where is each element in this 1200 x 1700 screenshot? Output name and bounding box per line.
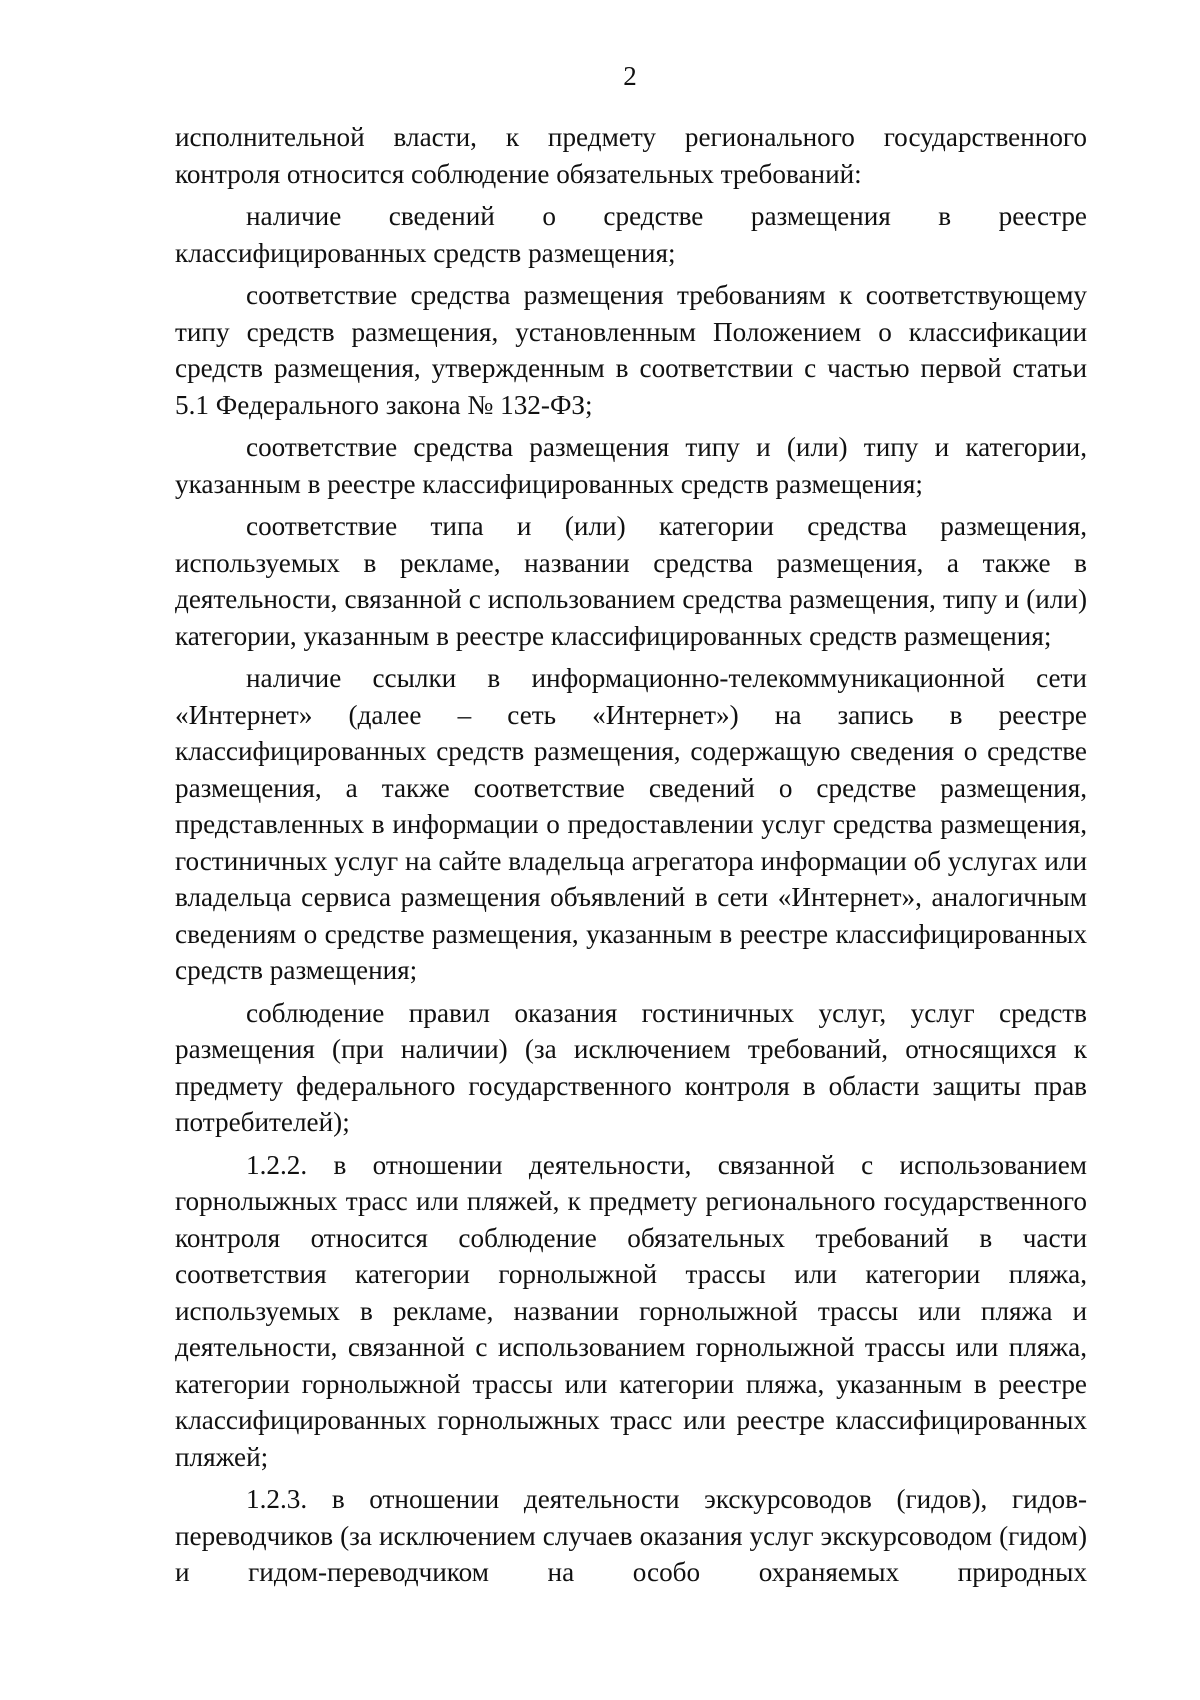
paragraph-intro: исполнительной власти, к предмету регионального государственного контроля относится соблюдение обязательных требований: xyxy=(175,122,1087,189)
paragraph-internet-link: наличие ссылки в информационно-телекоммуникационной сети «Интернет» (далее – сеть «Интернет») на запись в реестре классифицированных средств размещения, содержащую сведения о средстве размещения, а также соответствие сведений о средстве размещения, представленных в информации о предоставлении услуг средства размещения, гостиничных услуг на сайте владельца агрегатора информации об услугах или владельца сервиса размещения объявлений в сети «Интернет», аналогичным сведениям о средстве размещения, указанным в реестре классифицированных средств размещения; xyxy=(175,663,1087,985)
document-body xyxy=(175,119,1087,1627)
paragraph-type-category-match: соответствие средства размещения типу и (или) типу и категории, указанным в реестре классифицированных средств размещения; xyxy=(175,432,1087,499)
paragraph-hotel-rules: соблюдение правил оказания гостиничных услуг, услуг средств размещения (при наличии) (за исключением требований, относящихся к предмету федерального государственного контроля в области защиты прав потребителей); xyxy=(175,997,1087,1137)
page-number: 2 xyxy=(623,61,637,91)
paragraph-type-requirements: соответствие средства размещения требованиям к соответствующему типу средств размещения, установленным Положением о классификации средств размещения, утвержденным в соответствии с частью первой статьи 5.1 Федерального закона № 132-ФЗ; xyxy=(175,280,1087,420)
paragraph-registry-info: наличие сведений о средстве размещения в реестре классифицированных средств размещения; xyxy=(175,201,1087,268)
paragraph-advertising-match: соответствие типа и (или) категории средства размещения, используемых в рекламе, названии средства размещения, а также в деятельности, связанной с использованием средства размещения, типу и (или) категории, указанным в реестре классифицированных средств размещения; xyxy=(175,511,1087,651)
paragraph-section-1-2-2: 1.2.2. в отношении деятельности, связанной с использованием горнолыжных трасс или пляжей, к предмету регионального государственного контроля относится соблюдение обязательных требований в части соответствия категории горнолыжной трассы или категории пляжа, используемых в рекламе, названии горнолыжной трассы или пляжа и деятельности, связанной с использованием горнолыжной трассы или пляжа, категории горнолыжной трассы или категории пляжа, указанным в реестре классифицированных горнолыжных трасс или реестре классифицированных пляжей; xyxy=(175,1149,1087,1472)
paragraph-section-1-2-3: 1.2.3. в отношении деятельности экскурсоводов (гидов), гидов-переводчиков (за исключением случаев оказания услуг экскурсоводом (гидом) и гидом-переводчиком на особо охраняемых природных xyxy=(175,1484,1087,1587)
